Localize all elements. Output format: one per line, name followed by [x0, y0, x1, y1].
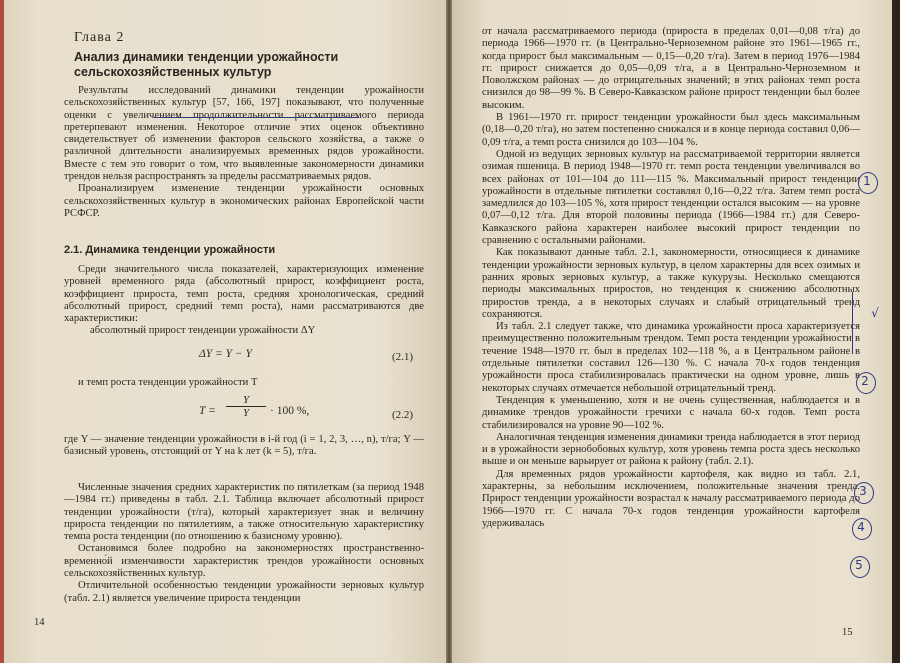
- numeric-paragraph: Численные значения средних характеристик по пятилеткам (за период 1948—1984 гг.) приведены в табл. 2.1. Таблица включает абсолютный прирост тенденции урожайности (т/га), который характеризует знак и величину прироста тенденции по пятилетиям, а также относительную характеристику темпа роста тенденции (по отношению к базисному уровню).: [64, 482, 424, 543]
- chapter-title: Анализ динамики тенденции урожайности сельскохозяйственных культур: [74, 50, 339, 79]
- right-paragraph-5: Из табл. 2.1 следует также, что динамика урожайности проса характеризуется преимущественно положительным трендом. Темп роста тенденции урожайности в течение 1948—1970 гг. был в пределах 102—118 %, а в Центральном районе в отдельные пятилетки составил 126—130 %. С начала 70-х годов тенденция урожайности проса стабилизировалась практически на одном уровне, лишь в некоторых случаях отмечается небольшой отрицательный тренд.: [482, 321, 860, 394]
- section-paragraph: Среди значительного числа показателей, характеризующих изменение уровней временно́го ряда (абсолютный прирост, коэффициент роста, коэффициент прироста, темп роста, средняя хронологическая, средний абсолютный прирост, средний темп роста), нами рассматриваются две характеристики:: [64, 264, 424, 325]
- pen-bracket: [852, 292, 853, 354]
- formula-denominator: Y: [242, 407, 250, 419]
- pen-mark-1: 1: [863, 174, 871, 188]
- pen-mark-2: 2: [861, 374, 869, 388]
- page-number-right: 15: [842, 627, 853, 638]
- right-paragraph-8: Для временных рядов урожайности картофеля, как видно из табл. 2.1, характерны, за небольшим исключением, положительные значения тренда. Прирост тенденции урожайности возрастал к началу рассматриваемого периода до 1966—1970 гг. С начала 70-х годов тенденция урожайности картофеля удерживалась: [482, 468, 860, 529]
- intro-paragraph: Результаты исследований динамики тенденции урожайности сельскохозяйственных культур [57, 166, 197] показывают, что полученные оценки с увеличением продолжительности рассматриваемого периода претерпевают изменения. Некоторое отличие этих оценок объективно свидетельствует об изменении факторов сельского хозяйства, а также о различной длительности анализируемых временных рядов урожайности. Вместе с тем это говорит о том, что выявленные закономерности динамики трендов нельзя распространять за пределы рассматриваемых рядов.: [64, 85, 424, 183]
- right-paragraph-7: Аналогичная тенденция изменения динамики тренда наблюдается в этот период и в урожайности зернобобовых культур, хотя уровень темпа роста здесь несколько выше и он меньше варьирует от района к району (табл. 2.1).: [482, 431, 860, 468]
- right-text-block: [482, 26, 860, 530]
- right-paragraph-3: Одной из ведущих зерновых культур на рассматриваемой территории является озимая пшеница. В период 1948—1970 гг. темп роста тенденции увеличивался во всех районах от 101—104 до 111—115 %. Максимальный прирост тенденции урожайности в отдельные пятилетки составлял 0,16—0,22 т/га. Затем темп роста замедлился до 103—105 %, хотя прирост тенденции остался высоким — на уровне 0,07—0,12 т/га. Для второй половины периода (1966—1984 гг.) для Северо-Кавказского района характерен наиболее высокий прирост тенденции по сравнению с остальными районами.: [482, 148, 860, 247]
- where-block: [64, 434, 424, 459]
- page-number-left: 14: [34, 617, 45, 628]
- abs-growth-label: абсолютный прирост тенденции урожайности ΔY: [90, 325, 316, 337]
- pen-underline: [154, 117, 359, 118]
- section-block: [64, 264, 424, 338]
- right-paragraph-4: Как показывают данные табл. 2.1, закономерности, относящиеся к динамике тенденции урожайности зерновых культур, в целом характерны для всех озимых и ранних яровых зерновых культур, а также кукурузы. Несколько смещаются периоды максимальных приростов, но тенденция к снижению абсолютных приростов тренда, а в некоторых случаях и слабый отрицательный тренд сохраняются.: [482, 247, 860, 320]
- section-title: 2.1. Динамика тенденции урожайности: [64, 244, 276, 256]
- pen-check-mark: √: [871, 306, 879, 320]
- formula-2-2-lhs: T =: [199, 405, 216, 417]
- equation-number-1: (2.1): [392, 351, 414, 363]
- book-right-edge: [892, 0, 900, 663]
- where-text: где Y — значение тенденции урожайности в i-й год (i = 1, 2, 3, …, n), т/га; Y — базисный уровень, отстоящий от Y на k лет (k = 5), т/га.: [64, 434, 424, 458]
- pen-mark-5: 5: [855, 558, 863, 572]
- second-paragraph: Проанализируем изменение тенденции урожайности основных сельскохозяйственных культур в экономических районах Европейской части РСФСР.: [64, 183, 424, 219]
- right-paragraph-2: В 1961—1970 гг. прирост тенденции урожайности был здесь максимальным (0,18—0,20 т/га), но затем постепенно снижался и в конце периода составил 0,06—0,09 т/га, а темп роста снизился до 103—104 %.: [482, 112, 860, 148]
- stopping-paragraph: Остановимся более подробно на закономерностях пространственно-временно́й изменчивости характеристик трендов урожайности основных сельскохозяйственных культур.: [64, 543, 424, 580]
- formula-2-2-fraction: [226, 394, 266, 419]
- pen-mark-4: 4: [857, 520, 865, 534]
- formula-2-2-tail: · 100 %,: [270, 405, 310, 417]
- left-page: [4, 0, 446, 663]
- pen-mark-3: 3: [859, 484, 867, 498]
- intro-block: [64, 85, 424, 220]
- formula-2-1: ΔY = Y − Y: [199, 348, 252, 360]
- chapter-heading: Глава 2: [74, 30, 125, 45]
- last-paragraph: Отличительной особенностью тенденции урожайности зерновых культур (табл. 2.1) является увеличение прироста тенденции: [64, 580, 424, 604]
- lower-block: [64, 482, 424, 605]
- formula-numerator: Y: [226, 394, 266, 407]
- rate-label: и темп роста тенденции урожайности T: [78, 377, 258, 388]
- right-page: [452, 0, 892, 663]
- right-paragraph-6: Тенденция к уменьшению, хотя и не очень существенная, наблюдается и в динамике трендов урожайности гречихи с начала 60-х годов. Темп роста стабилизировался на уровне 90—102 %.: [482, 394, 860, 431]
- equation-number-2: (2.2): [392, 409, 414, 421]
- right-paragraph-1: от начала рассматриваемого периода (прироста в пределах 0,01—0,08 т/га) до периода 1966—1970 гг. (в Центрально-Черноземном районе это 1961—1965 гг., когда прирост был максимальным — 0,15—0,20 т/га). Затем в период 1976—1984 гг. прирост снижается до 0,05—0,09 т/га, а в Центрально-Черноземном и Поволжском районах — до отрицательных значений; в этих районах темп роста снизился до 98—99 %. В Северо-Кавказском районе прирост тенденции был более высоким.: [482, 26, 860, 111]
